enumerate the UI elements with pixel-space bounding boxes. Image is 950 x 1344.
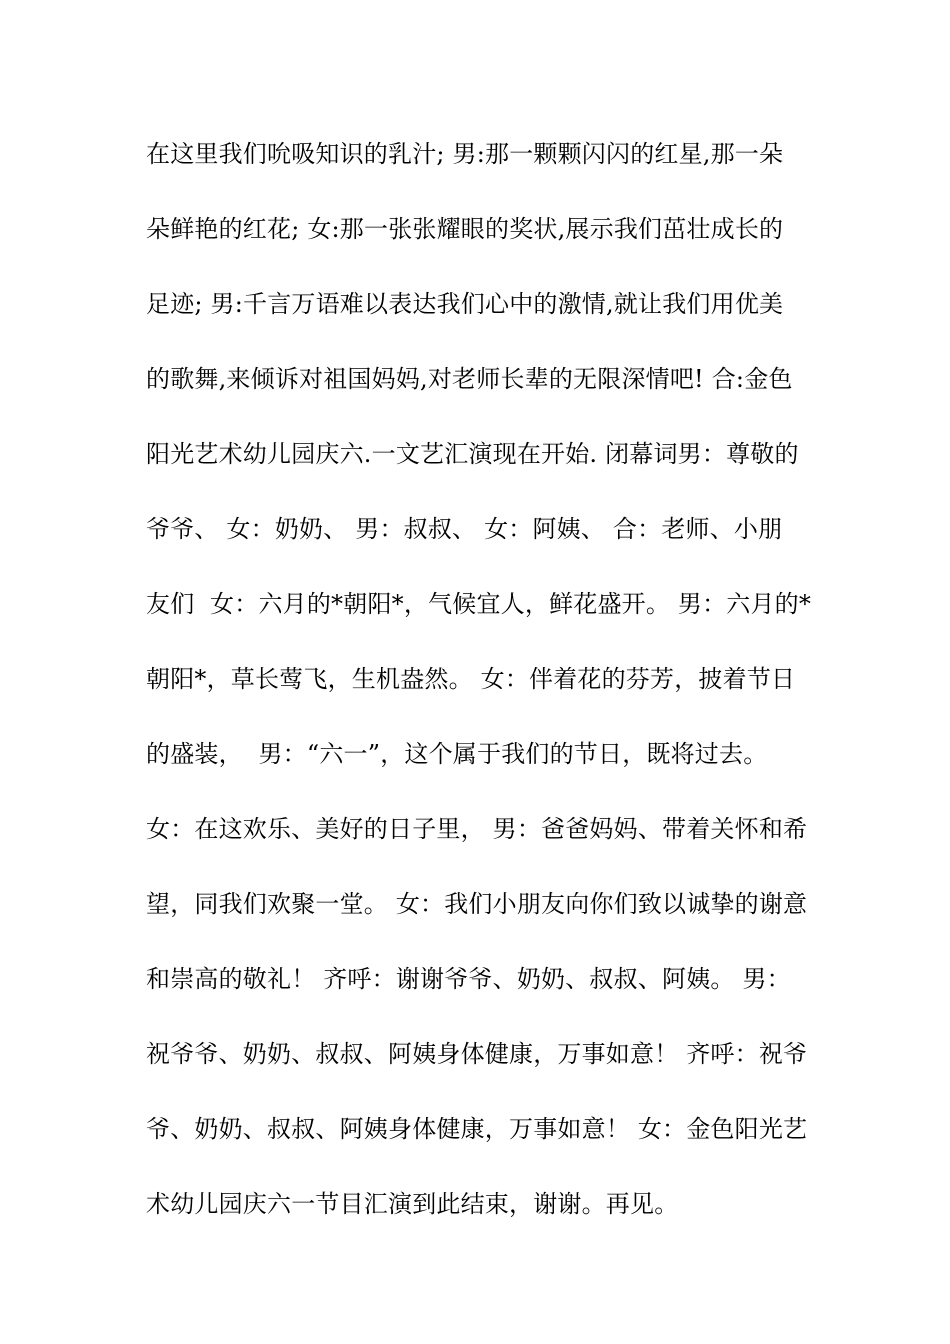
text-line: 爷、奶奶、叔叔、阿姨身体健康，万事如意！ 女：金色阳光艺 [146, 1115, 808, 1143]
text-line: 足迹; 男:千言万语难以表达我们心中的激情,就让我们用优美 [146, 290, 784, 318]
text-line: 的歌舞,来倾诉对祖国妈妈,对老师长辈的无限深情吧! 合:金色 [146, 365, 793, 393]
text-line: 女：在这欢乐、美好的日子里， 男：爸爸妈妈、带着关怀和希 [146, 815, 808, 843]
body-text [146, 132, 816, 1257]
text-line: 祝爷爷、奶奶、叔叔、阿姨身体健康，万事如意！ 齐呼：祝爷 [146, 1040, 808, 1068]
text-line: 在这里我们吮吸知识的乳汁; 男:那一颗颗闪闪的红星,那一朵 [146, 140, 784, 168]
text-line: 的盛装， 男：“六一”，这个属于我们的节日，既将过去。 [146, 740, 768, 768]
text-line: 望，同我们欢聚一堂。 女：我们小朋友向你们致以诚挚的谢意 [146, 890, 808, 918]
text-line: 和崇高的敬礼！ 齐呼：谢谢爷爷、奶奶、叔叔、阿姨。 男： [146, 965, 791, 993]
text-line: 友们 女：六月的*朝阳*，气候宜人，鲜花盛开。 男：六月的* [146, 590, 812, 618]
text-line: 朵鲜艳的红花; 女:那一张张耀眼的奖状,展示我们茁壮成长的 [146, 215, 784, 243]
text-line: 术幼儿园庆六一节目汇演到此结束，谢谢。再见。 [146, 1190, 679, 1218]
text-line: 爷爷、 女：奶奶、 男：叔叔、 女：阿姨、 合：老师、小朋 [146, 515, 783, 543]
text-line: 朝阳*，草长莺飞，生机盎然。 女：伴着花的芬芳，披着节日 [146, 665, 796, 693]
text-line: 阳光艺术幼儿园庆六.一文艺汇演现在开始. 闭幕词男：尊敬的 [146, 440, 799, 468]
